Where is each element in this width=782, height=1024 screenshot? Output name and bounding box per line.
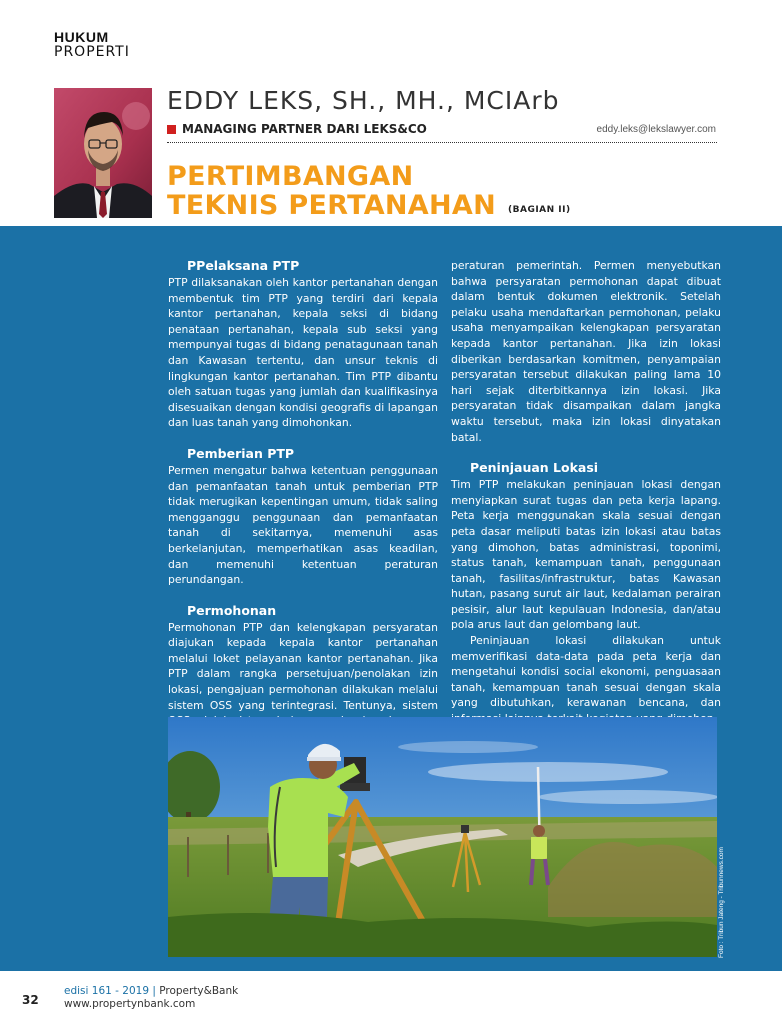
heading-peninjauan-lokasi: Peninjauan Lokasi <box>470 460 599 476</box>
right-column <box>451 258 721 727</box>
footer-line1 <box>64 985 238 998</box>
paragraph-peninjauan-2: Peninjauan lokasi dilakukan untuk memverifikasi data-data pada peta kerja dan mengetahui kondisi social ekonomi, penguasaan tanah, kemampuan tanah sesuai dengan skala yang dibutuhkan, kerawanan bencana, dan <box>451 634 721 710</box>
paragraph-permohonan-cont: peraturan pemerintah. Permen menyebutkan bahwa persyaratan permohonan dapat dibuat dalam bentuk dokumen elektronik. Setelah pelaku usaha mendaftarkan permohonan, pelaku usaha menyampaikan kelengkapan persyaratan kepada kantor pertanahan. Jika izin lokasi diberikan berdasarkan komitmen, penyampaian persyaratan tersebut dilakukan paling lama 10 hari sejak diterbitkannya izin lokasi. Jika persyaratan tidak disampaikan dalam jangka waktu tersebut, maka izin lokasi dinyatakan batal. <box>451 259 721 444</box>
surveyor-field-illustration <box>168 717 717 957</box>
section-tag-line1: HUKUM <box>54 29 109 45</box>
author-role-text: MANAGING PARTNER DARI LEKS&CO <box>182 122 427 136</box>
red-square-bullet <box>167 125 176 134</box>
survey-photo <box>168 717 717 957</box>
left-column <box>168 258 438 729</box>
article-subtitle: (BAGIAN II) <box>508 205 571 215</box>
section-tag <box>54 30 130 59</box>
author-email[interactable]: eddy.leks@lekslawyer.com <box>596 124 716 135</box>
section-tag-line2: PROPERTI <box>54 44 130 60</box>
paragraph-pelaksana: PTP dilaksanakan oleh kantor pertanahan dengan membentuk tim PTP yang terdiri dari kepala kantor pertanahan, kepala seksi di bidang penataan pertanahan, kepala sub seksi yang mempunyai tugas di bidang penatagunaan tanah dan Kawasan tertentu, dan unsur teknis di lingkungan kantor pertanahan. Tim PTP dibantu oleh satuan tugas yang jumlah dan kualifikasinya disesuaikan dengan kondisi geografis di lapangan dan luas tanah yang dimohonkan. <box>168 276 438 430</box>
heading-permohonan: Permohonan <box>187 602 277 618</box>
footer-separator: | <box>149 985 160 997</box>
author-photo <box>54 88 152 218</box>
dotted-divider <box>167 142 717 143</box>
footer-info <box>64 985 238 1011</box>
heading-pelaksana-ptp: PPelaksana PTP <box>187 258 300 273</box>
author-role <box>167 122 427 136</box>
footer-edition: edisi 161 - 2019 <box>64 985 149 997</box>
footer-website[interactable]: www.propertynbank.com <box>64 998 196 1010</box>
article-title-line2: TEKNIS PERTANAHAN <box>167 190 496 221</box>
author-portrait <box>54 88 152 218</box>
footer-magazine: Property&Bank <box>159 985 239 997</box>
heading-pemberian-ptp: Pemberian PTP <box>187 445 295 461</box>
paragraph-pemberian: Permen mengatur bahwa ketentuan penggunaan dan pemanfaatan tanah untuk pemberian PTP tidak merugikan kepentingan umum, tidak saling mengganggu penggunaan dan pemanfaatan tanah di sekitarnya, memenuhi asas berkelanjutan, memperhatikan asas keadilan, dan memenuhi ketentuan peraturan perundangan. <box>168 463 438 587</box>
page-number: 32 <box>22 993 39 1007</box>
article-title <box>167 162 496 220</box>
photo-credit: Foto : Tribun Jateng - Tribunnews.com <box>718 847 725 958</box>
paragraph-permohonan: Permohonan PTP dan kelengkapan persyaratan diajukan kepada kepala kantor pertanahan melalui loket pelayanan kantor pertanahan. Jika PTP dalam rangka persetujuan/penolakan izin lokasi, pengajuan permohonan dilakukan melalui sistem OSS yang terintegrasi. Tentunya, sistem <box>168 620 438 712</box>
paragraph-peninjauan-1: Tim PTP melakukan peninjauan lokasi dengan menyiapkan surat tugas dan peta kerja lapang. Peta kerja menggunakan skala sesuai dengan peta dasar meliputi batas izin lokasi atau batas yang dimohon, batas administrasi, toponimi, status tanah, kemampuan tanah, penggunaan tanah, fasilitas/infrastruktur, batas Kawasan hutan, pasang surut air laut, kedalaman perairan pesisir, alur laut kepulauan Indonesia, dan/atau pola arus laut dan gelombang laut. <box>451 478 721 632</box>
author-name: EDDY LEKS, SH., MH., MCIArb <box>167 86 560 115</box>
article-title-line1: PERTIMBANGAN <box>167 161 414 192</box>
